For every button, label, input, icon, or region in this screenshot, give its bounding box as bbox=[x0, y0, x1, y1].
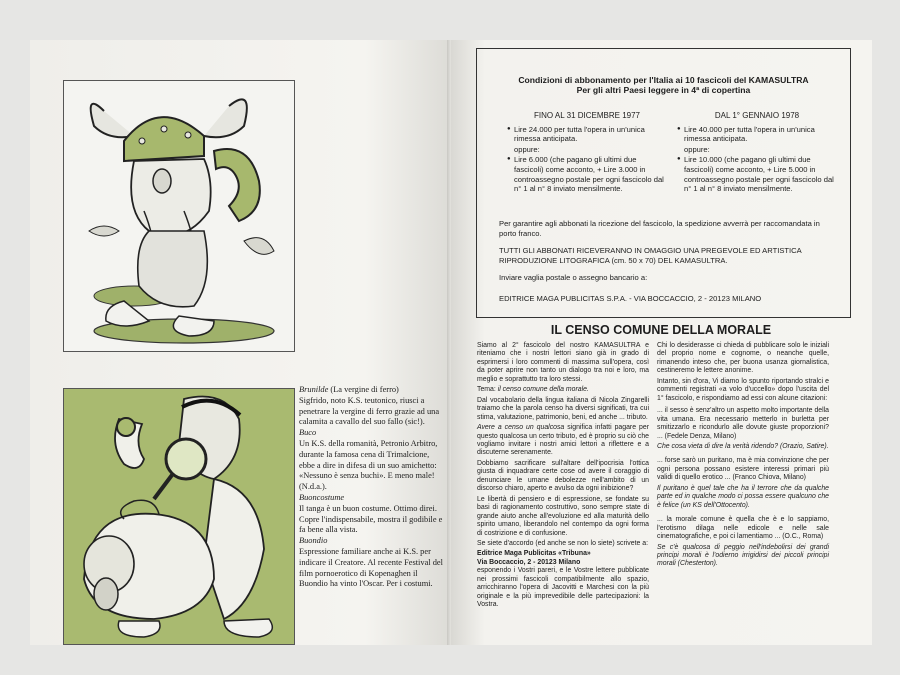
oppure-label: oppure: bbox=[514, 144, 540, 154]
price-option: ● Lire 24.000 per tutta l'opera in un'unica rimessa anticipata. bbox=[507, 125, 667, 144]
article-theme: Tema: il censo comune della morale. bbox=[477, 386, 589, 394]
caption-text: Espressione familiare anche ai K.S. per indicare il Creatore. Al recente Festival del film pornoerotico di Kopenaghen il Buondio ha vinto l'Oscar. Per i costumi. bbox=[299, 546, 443, 589]
caption-subtitle: (La vergine di ferro) bbox=[330, 385, 399, 394]
delivery-note: Per garantire agli abbonati la ricezione del fascicolo, la spedizione avverrà per raccomandata in porto franco. bbox=[499, 219, 820, 238]
price-column-1977 bbox=[507, 111, 667, 194]
column-heading: DAL 1° GENNAIO 1978 bbox=[714, 111, 800, 120]
article-address: Editrice Maga Publicitas «Tribuna» Via Boccaccio, 2 - 20123 Milano bbox=[477, 550, 591, 566]
caption-title: Buco bbox=[299, 428, 317, 438]
price-option: ● Lire 10.000 (che pagano gli ultimi due fascicoli) come acconto, + Lire 5.000 in controassegno postale per ogni fascicolo dal n° 1 al n° 8 inviato mensilmente. bbox=[677, 155, 837, 193]
payment-note: Inviare vaglia postale o assegno bancario a: bbox=[499, 273, 648, 282]
citation-reply: Che cosa vieta di dire la verità ridendo? (Orazio, Satire). bbox=[657, 442, 829, 450]
caption-text: Il tanga è un buon costume. Ottimo direi. Copre l'indispensabile, mostra il godibile e fa bene alla vista. bbox=[299, 503, 443, 535]
article-paragraph: Dal vocabolario della lingua italiana di Nicola Zingarelli traiamo che la parola censo ha diversi significati, tra cui stima, valutazione, patrimonio, beni, ed anche ... tributo. bbox=[477, 396, 649, 421]
magnifier-drawing bbox=[64, 389, 294, 644]
caption-entry bbox=[299, 385, 444, 428]
article-paragraph: Intanto, sin d'ora, Vi diamo lo spunto riportando stralci e commenti registrati «a volo d'uccello» dopo l'uscita del 1° fascicolo, e rispondiamo ad essi con alcune citazioni: bbox=[657, 377, 829, 402]
article-paragraph: Avere a censo un qualcosa significa infatti pagare per questo qualcosa un certo tributo, ed è proprio su ciò che vogliamo invitare i nostri amici lettori a riflettere e a discuterne serenamente. bbox=[477, 424, 649, 457]
caption-title: Brunilde bbox=[299, 385, 329, 394]
caption-entry bbox=[299, 536, 444, 590]
reader-quote: ... forse sarò un puritano, ma è mia convinzione che per ogni persona possano esistere interessi primari più validi di quello erotico ... (Franco Chiova, Milano) bbox=[657, 457, 829, 482]
article-paragraph: Dobbiamo sacrificare sull'altare dell'ipocrisia l'ottica giusta di inquadrare certe cose od avere il coraggio di denunciare le umane debolezze nell'ambito di un discorso chiaro, aperto e avulso da ogni inibizione? bbox=[477, 459, 649, 493]
article-paragraph: Le libertà di pensiero e di espressione, se fondate su basi di ragionamento costruttivo, sono sempre state di grande aiuto anche all'evoluzione ed alla maturità dello spirito umano, liberandolo nel contempo da ogni forma di costrizione e di confusione. bbox=[477, 495, 649, 537]
article-paragraph: Se siete d'accordo (ed anche se non lo siete) scrivete a: bbox=[477, 539, 648, 547]
right-page bbox=[451, 40, 872, 645]
column-heading: FINO AL 31 DICEMBRE 1977 bbox=[534, 111, 640, 120]
subscription-title: Condizioni di abbonamento per l'Italia ai 10 fascicoli del KAMASULTRA Per gli altri Paesi leggere in 4ª di copertina bbox=[518, 75, 809, 96]
caption-title: Buondio bbox=[299, 536, 328, 546]
article-column-1 bbox=[477, 342, 649, 612]
illustration-magnifier bbox=[63, 388, 295, 645]
illustration-viking-magnet bbox=[63, 80, 295, 352]
price-column-1978 bbox=[677, 111, 837, 194]
price-option: ● Lire 6.000 (che pagano gli ultimi due fascicoli) come acconto, + Lire 3.000 in controassegno postale per ogni fascicolo dal n° 1 al n° 8 inviato mensilmente. bbox=[507, 155, 667, 193]
reader-quote: ... il sesso è senz'altro un aspetto molto importante della vita umana. Era necessario metterlo in burletta per smitizzarlo e ricondurlo alle dovute giuste proporzioni? ... (Fedele Denza, Milano) bbox=[657, 407, 829, 440]
citation-reply: Se c'è qualcosa di peggio nell'indebolirsi dei grandi principi morali è l'odierno irrigidirsi dei piccoli principi morali (Chesterton). bbox=[657, 543, 829, 568]
caption-entry bbox=[299, 493, 444, 536]
magazine-spread bbox=[30, 40, 872, 645]
article-paragraph: Siamo al 2° fascicolo del nostro KAMASULTRA e riteniamo che i nostri lettori siano già in grado di esprimersi i loro commenti di massima sull'opera, così da poter aprire non tanto un dialogo tra noi e loro, ma meglio e soprattutto tra loro stessi. bbox=[477, 342, 649, 383]
caption-title: Buoncostume bbox=[299, 492, 345, 502]
article-paragraph: esponendo i Vostri pareri, e le Vostre lettere pubblicate nei prossimi fascicoli compatibilmente allo spazio, arricchiranno l'opera di Jacovitti e Marchesi con la più originale e la più imprevedibile delle partecipazioni: la Vostra. bbox=[477, 567, 649, 609]
caption-text: Un K.S. della romanità, Petronio Arbitro, durante la famosa cena di Trimalcione, ebbe a dire in difesa di un suo amichetto: «Nessuno è senza buchi». E meno male! (N.d.a.). bbox=[299, 438, 438, 492]
article-title: IL CENSO COMUNE DELLA MORALE bbox=[550, 323, 772, 337]
oppure-label: oppure: bbox=[684, 144, 710, 154]
price-option: ● Lire 40.000 per tutta l'opera in un'unica rimessa anticipata. bbox=[677, 125, 837, 144]
viking-drawing bbox=[64, 81, 294, 351]
article-column-2 bbox=[657, 342, 829, 571]
publisher-address: EDITRICE MAGA PUBLICITAS S.P.A. - VIA BOCCACCIO, 2 - 20123 MILANO bbox=[499, 294, 762, 303]
article-paragraph: Chi lo desiderasse ci chieda di pubblicare solo le iniziali del proprio nome e cognome, o neanche quelle, rimanendo inteso che, per buona usanza giornalistica, cestineremo le lettere anonime. bbox=[657, 342, 829, 375]
left-page bbox=[30, 40, 449, 645]
subscription-box bbox=[476, 48, 851, 318]
reader-quote: ... la morale comune è quella che è e lo sappiamo, l'erotismo dilaga nelle edicole e nelle sale cinematografiche, e poi ci lamentiamo ... (O.C., Roma) bbox=[657, 516, 829, 541]
citation-reply: Il puritano è quel tale che ha il terrore che da qualche parte ed in qualche modo ci possa essere qualcuno che è felice (un KS dell'Ottocento). bbox=[657, 484, 829, 509]
caption-text: Sigfrido, noto K.S. teutonico, riusci a penetrare la vergine di ferro grazie ad una calamita a cavallo del suo fallo (sic!). bbox=[299, 395, 440, 427]
gift-note: TUTTI GLI ABBONATI RICEVERANNO IN OMAGGIO UNA PREGEVOLE ED ARTISTICA RIPRODUZIONE LITOGRAFICA (cm. 50 x 70) DEL KAMASULTRA. bbox=[499, 246, 802, 265]
dictionary-captions bbox=[299, 385, 444, 590]
caption-entry bbox=[299, 428, 444, 493]
